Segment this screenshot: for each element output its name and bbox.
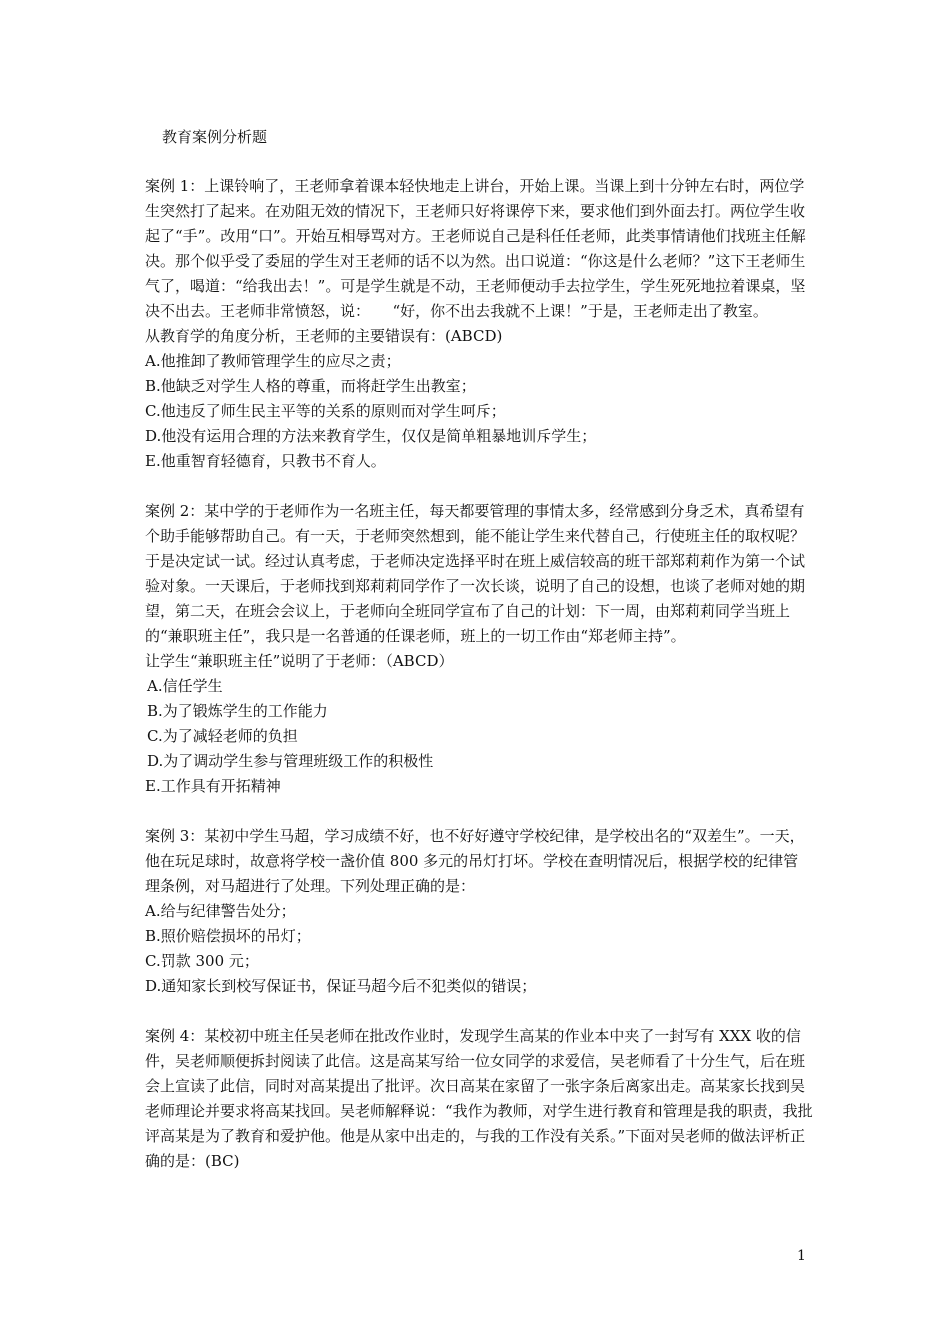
case-2-option-e: E.工作具有开拓精神 [145, 777, 281, 795]
paragraph-gap [145, 999, 813, 1024]
case-1-body: 案例 1：上课铃响了，王老师拿着课本轻快地走上讲台，开始上课。当课上到十分钟左右时，两位学生突然打了起来。在劝阻无效的情况下，王老师只好将课停下来，要求他们到外面去打。两位学生收起了“手”。改用“口”。开始互相辱骂对方。王老师说自己是科任任老师，此类事情请他们找班主任解决。那个似乎受了委屈的学生对王老师的话不以为然。出口说道：“你这是什么老师？”这下王老师生气了，喝道：“给我出去！”。可是学生就是不动，王老师便动手去拉学生，学生死死地拉着课桌，坚决不出去。王老师非常愤怒，说： “好，你不出去我就不上课！”于是，王老师走出了教室。 [145, 177, 806, 320]
case-2-question: 让学生“兼职班主任”说明了于老师：（ABCD） [145, 652, 454, 670]
paragraph-gap [145, 474, 813, 499]
document-title: 教育案例分析题 [162, 128, 268, 146]
case-1-option-a: A.他推卸了教师管理学生的应尽之责； [145, 352, 401, 370]
case-1-option-e: E.他重智育轻德育，只教书不育人。 [145, 452, 386, 470]
case-2-body: 案例 2：某中学的于老师作为一名班主任，每天都要管理的事情太多，经常感到分身乏术，真希望有个助手能够帮助自己。有一天，于老师突然想到，能不能让学生来代替自己，行使班主任的取权呢？于是决定试一试。经过认真考虑，于老师决定选择平时在班上威信较高的班干部郑莉莉作为第一个试验对象。一天课后，于老师找到郑莉莉同学作了一次长谈，说明了自己的设想，也谈了老师对她的期望，第二天，在班会会议上，于老师向全班同学宣布了自己的计划：下一周，由郑莉莉同学当班上的“兼职班主任”，我只是一名普通的任课老师，班上的一切工作由“郑老师主持”。 [145, 502, 806, 645]
paragraph-gap [145, 799, 813, 824]
case-1-question: 从教育学的角度分析，王老师的主要错误有：(ABCD) [145, 327, 503, 345]
case-3-option-a: A.给与纪律警告处分； [145, 902, 296, 920]
page-number: 1 [797, 1248, 806, 1264]
case-3-option-b: B.照价赔偿损坏的吊灯； [145, 927, 311, 945]
case-3-body: 案例 3：某初中学生马超，学习成绩不好，也不好好遵守学校纪律，是学校出名的“双差生”。一天，他在玩足球时，故意将学校一盏价值 800 多元的吊灯打坏。学校在查明情况后，根据学校的纪律管理条例，对马超进行了处理。下列处理正确的是： [145, 827, 805, 895]
case-2-option-c: C.为了减轻老师的负担 [147, 727, 298, 745]
case-1-option-d: D.他没有运用合理的方法来教育学生，仅仅是简单粗暴地训斥学生； [145, 427, 597, 445]
case-1-option-c: C.他违反了师生民主平等的关系的原则而对学生呵斥； [145, 402, 506, 420]
case-3-option-d: D.通知家长到校写保证书，保证马超今后不犯类似的错误； [145, 977, 537, 995]
case-2-option-d: D.为了调动学生参与管理班级工作的积极性 [147, 752, 434, 770]
document-body [145, 174, 813, 1174]
case-4-body: 案例 4：某校初中班主任吴老师在批改作业时，发现学生高某的作业本中夹了一封写有 XXX 收的信件，吴老师顺便拆封阅读了此信。这是高某写给一位女同学的求爱信，吴老师看了十分生气，后在班会上宣读了此信，同时对高某提出了批评。次日高某在家留了一张字条后离家出走。高某家长找到吴老师理论并要求将高某找回。吴老师解释说：“我作为教师，对学生进行教育和管理是我的职责，我批评高某是为了教育和爱护他。他是从家中出走的，与我的工作没有关系。”下面对吴老师的做法评析正确的是：(BC) [145, 1027, 813, 1170]
case-2-option-a: A.信任学生 [147, 677, 223, 695]
case-3-option-c: C.罚款 300 元； [145, 952, 259, 970]
case-1-option-b: B.他缺乏对学生人格的尊重，而将赶学生出教室； [145, 377, 476, 395]
case-2-option-b: B.为了锻炼学生的工作能力 [147, 702, 328, 720]
